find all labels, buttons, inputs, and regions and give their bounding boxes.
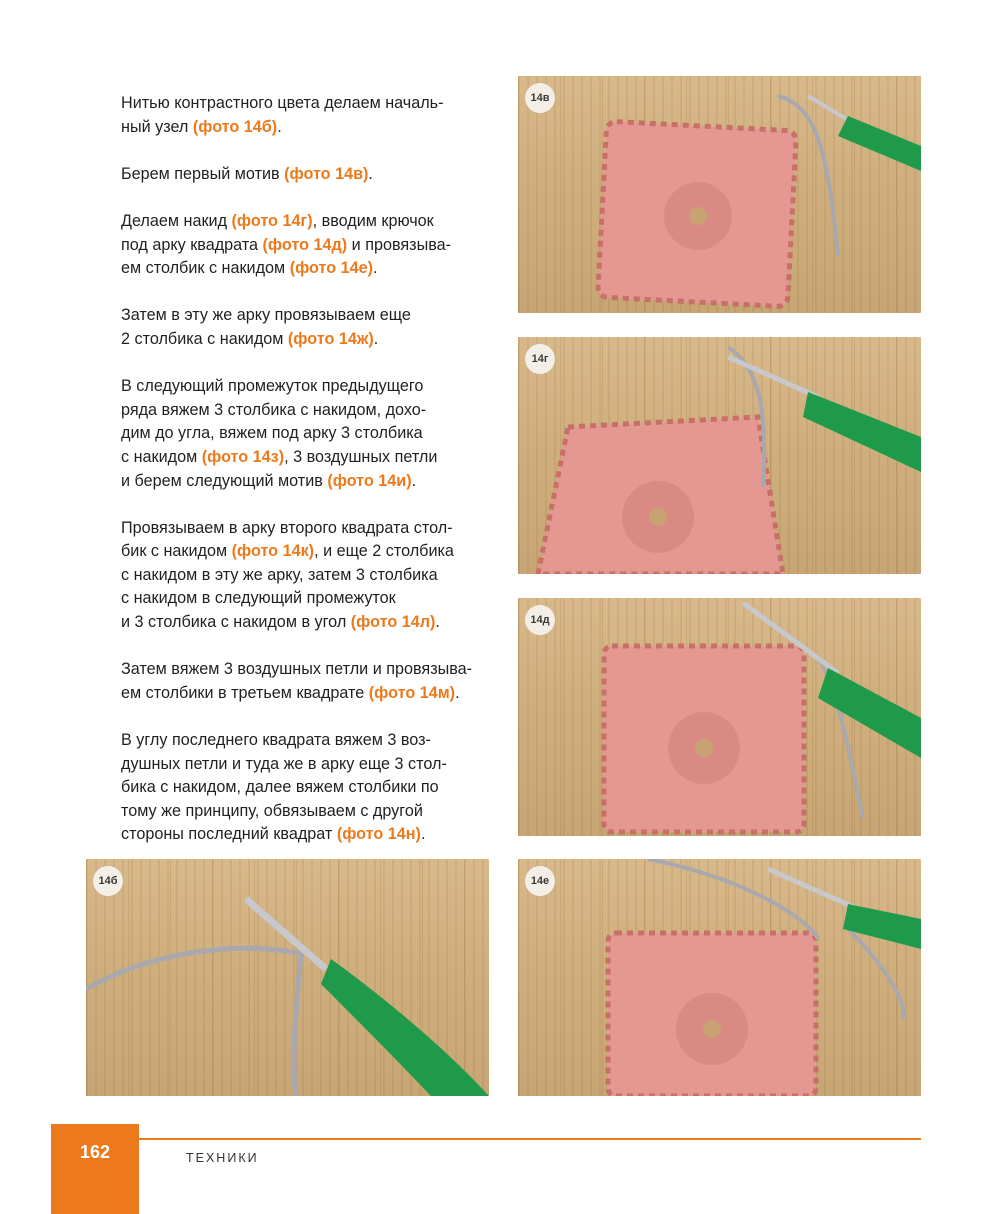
photo-reference: (фото 14н) [336,825,421,844]
instruction-text: Нитью контрастного цвета делаем началь- ный узел [121,94,444,136]
photo-label-14d: 14д [525,605,555,635]
instruction-text: В углу последнего квадрата вяжем 3 воз- душных петли и туда же в арку еще 3 стол- бика с накидом, далее вяжем столбики по тому же принципу, обвязываем с другой стороны последний квадрат [121,731,447,844]
photo-14e [518,859,921,1096]
photo-label-14v: 14в [525,83,555,113]
crochet-square-illustration [518,76,921,313]
photo-reference: (фото 14и) [327,471,412,490]
crochet-square-illustration [518,859,921,1096]
photo-14v [518,76,921,313]
page-number-box [51,1124,139,1214]
instruction-paragraph [121,517,493,635]
instruction-text: , и еще 2 столбика с накидом в эту же арку, затем 3 столбика с накидом в следующий промежуток и 3 столбика с накидом в угол [121,542,454,632]
photo-reference: (фото 14е) [289,259,374,278]
photo-label-14g: 14г [525,344,555,374]
hook-and-yarn-illustration [86,859,489,1096]
instruction-text: . [277,117,282,136]
instruction-paragraph [121,210,493,281]
instruction-text: и провязыва- ем столбик с накидом [121,235,452,278]
photo-reference: (фото 14в) [284,164,369,183]
crochet-square-illustration [518,598,921,836]
instruction-paragraph [121,658,493,705]
photo-reference: (фото 14м) [368,683,456,702]
instruction-paragraph [121,375,493,493]
photo-reference: (фото 14л) [350,613,436,632]
instruction-text: . [435,613,440,632]
instruction-text: Провязываем в арку второго квадрата стол- бик с накидом [121,518,453,561]
instruction-text: Затем в эту же арку провязываем еще 2 столбика с накидом [121,306,411,348]
instruction-paragraph [121,729,493,847]
photo-reference: (фото 14г) [231,211,313,230]
instruction-paragraph [121,304,493,351]
photo-reference: (фото 14з) [201,447,285,466]
instruction-text: . [373,329,379,348]
instruction-text: , 3 воздушных петли и берем следующий мотив [121,447,438,490]
photo-label-14b: 14б [93,866,123,896]
instruction-text: . [455,683,460,702]
instruction-paragraph [121,163,493,187]
photo-14g [518,337,921,574]
instruction-text: . [373,259,378,278]
instruction-text: Затем вяжем 3 воздушных петли и провязыва- ем столбики в третьем квадрате [121,660,473,702]
instructions-text [121,92,493,871]
instruction-text: В следующий промежуток предыдущего ряда вяжем 3 столбика с накидом, дохо- дим до угла, вяжем под арку 3 столбика с накидом [121,377,427,466]
photo-14d [518,598,921,836]
instruction-text: Берем первый мотив [121,164,285,183]
footer-divider [139,1138,921,1140]
instruction-text: , вводим крючок под арку квадрата [121,211,434,254]
photo-reference: (фото 14ж) [287,329,374,348]
section-title: ТЕХНИКИ [186,1151,259,1165]
instruction-text: . [420,825,426,844]
instruction-paragraph [121,92,493,139]
photo-reference: (фото 14к) [231,542,315,561]
photo-label-14e: 14е [525,866,555,896]
photo-reference: (фото 14д) [262,235,348,254]
photo-reference: (фото 14б) [192,117,278,136]
instruction-text: Делаем накид [121,211,232,230]
instruction-text: . [411,471,417,490]
page-number: 162 [79,1142,111,1162]
instruction-text: . [368,164,373,183]
photo-14b [86,859,489,1096]
crochet-square-illustration [518,337,921,574]
